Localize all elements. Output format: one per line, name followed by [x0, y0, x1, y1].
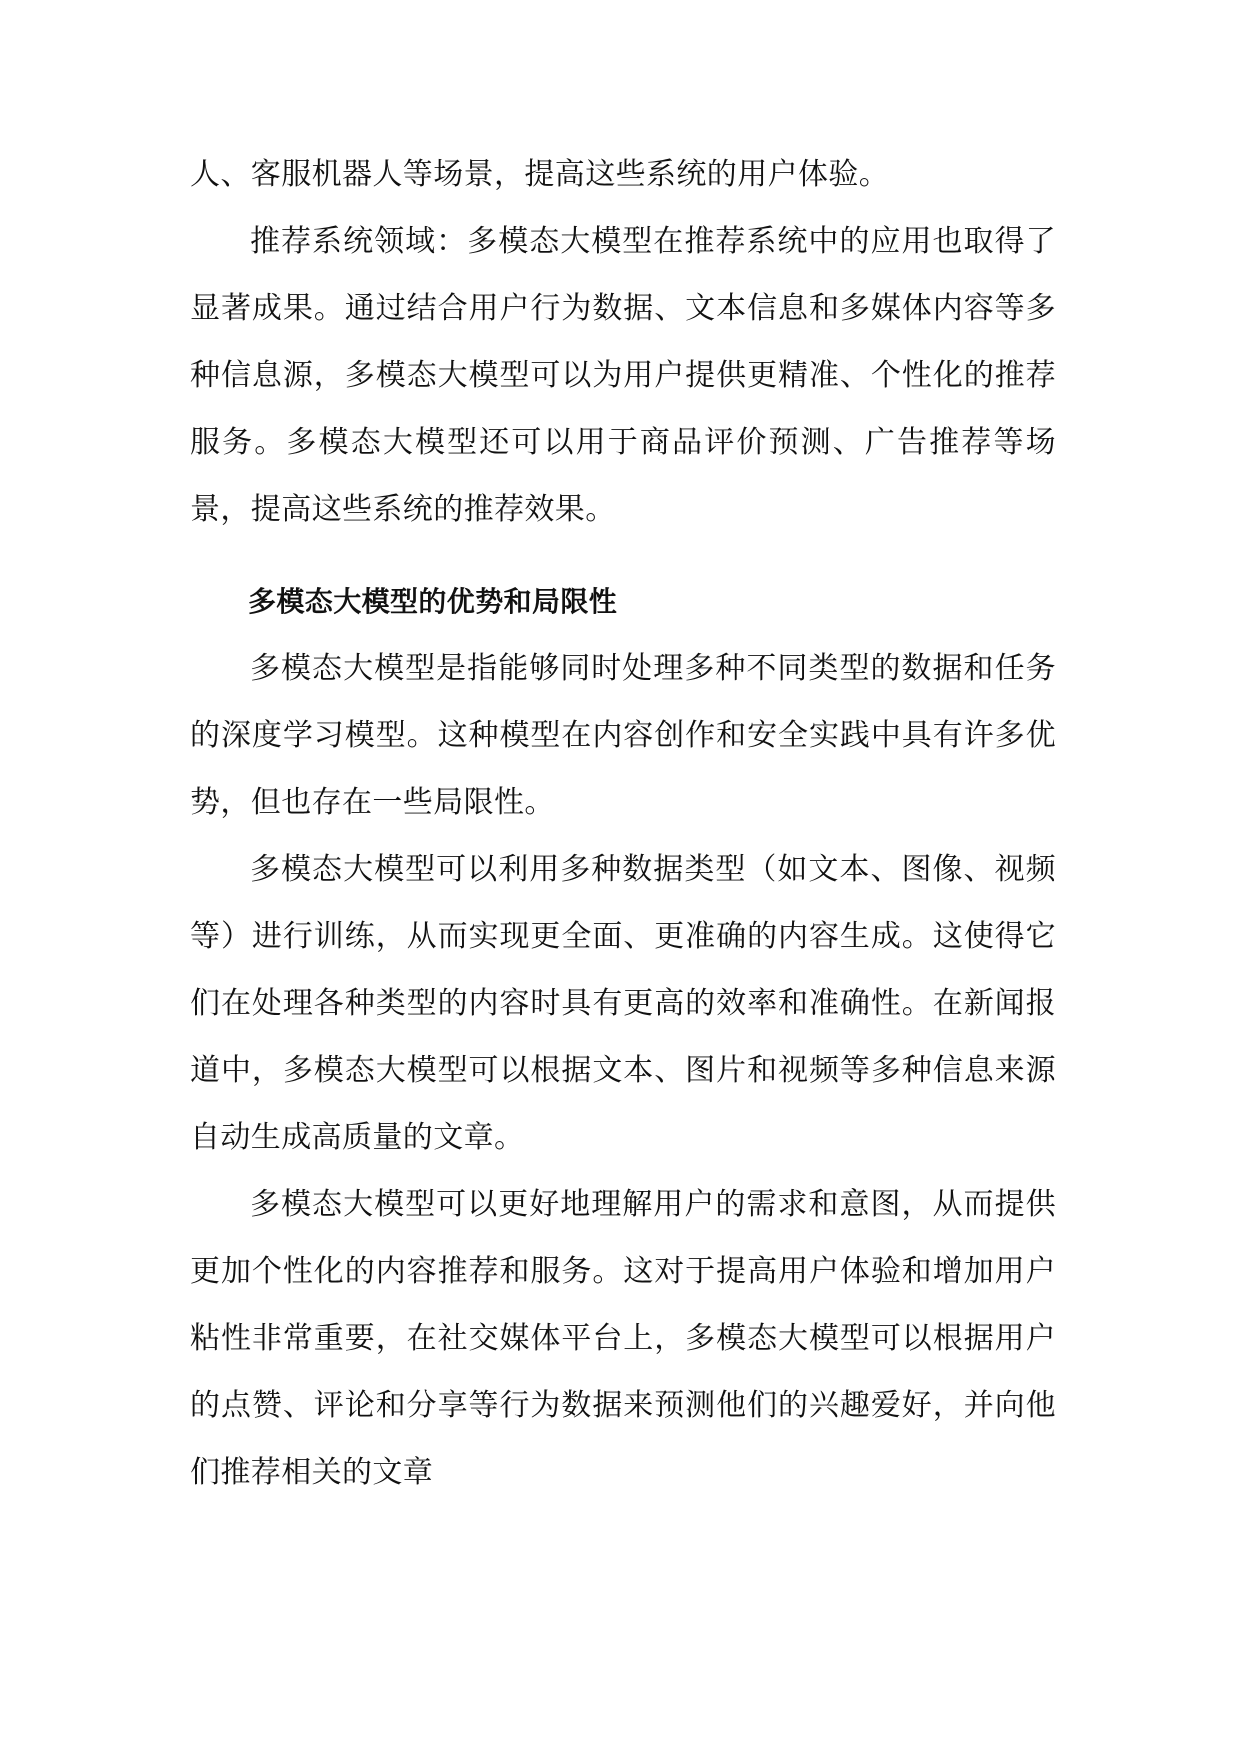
paragraph-recommendation-systems: 推荐系统领域：多模态大模型在推荐系统中的应用也取得了显著成果。通过结合用户行为数据、文本信息和多媒体内容等多种信息源，多模态大模型可以为用户提供更精准、个性化的推荐服务。多模态大模型还可以用于商品评价预测、广告推荐等场景，提高这些系统的推荐效果。	[190, 224, 1056, 527]
paragraph-continued: 人、客服机器人等场景，提高这些系统的用户体验。	[190, 157, 890, 192]
document-body	[190, 141, 1056, 1506]
section-gap	[190, 543, 1056, 568]
paragraph-user-understanding: 多模态大模型可以更好地理解用户的需求和意图，从而提供更加个性化的内容推荐和服务。这对于提高用户体验和增加用户粘性非常重要，在社交媒体平台上，多模态大模型可以根据用户的点赞、评论和分享等行为数据来预测他们的兴趣爱好，并向他们推荐相关的文章	[190, 1187, 1056, 1490]
section-heading: 多模态大模型的优势和局限性	[248, 585, 618, 618]
paragraph-definition: 多模态大模型是指能够同时处理多种不同类型的数据和任务的深度学习模型。这种模型在内容创作和安全实践中具有许多优势，但也存在一些局限性。	[190, 651, 1056, 820]
paragraph-multi-data-advantage: 多模态大模型可以利用多种数据类型（如文本、图像、视频等）进行训练，从而实现更全面、更准确的内容生成。这使得它们在处理各种类型的内容时具有更高的效率和准确性。在新闻报道中，多模态大模型可以根据文本、图片和视频等多种信息来源自动生成高质量的文章。	[190, 852, 1056, 1155]
